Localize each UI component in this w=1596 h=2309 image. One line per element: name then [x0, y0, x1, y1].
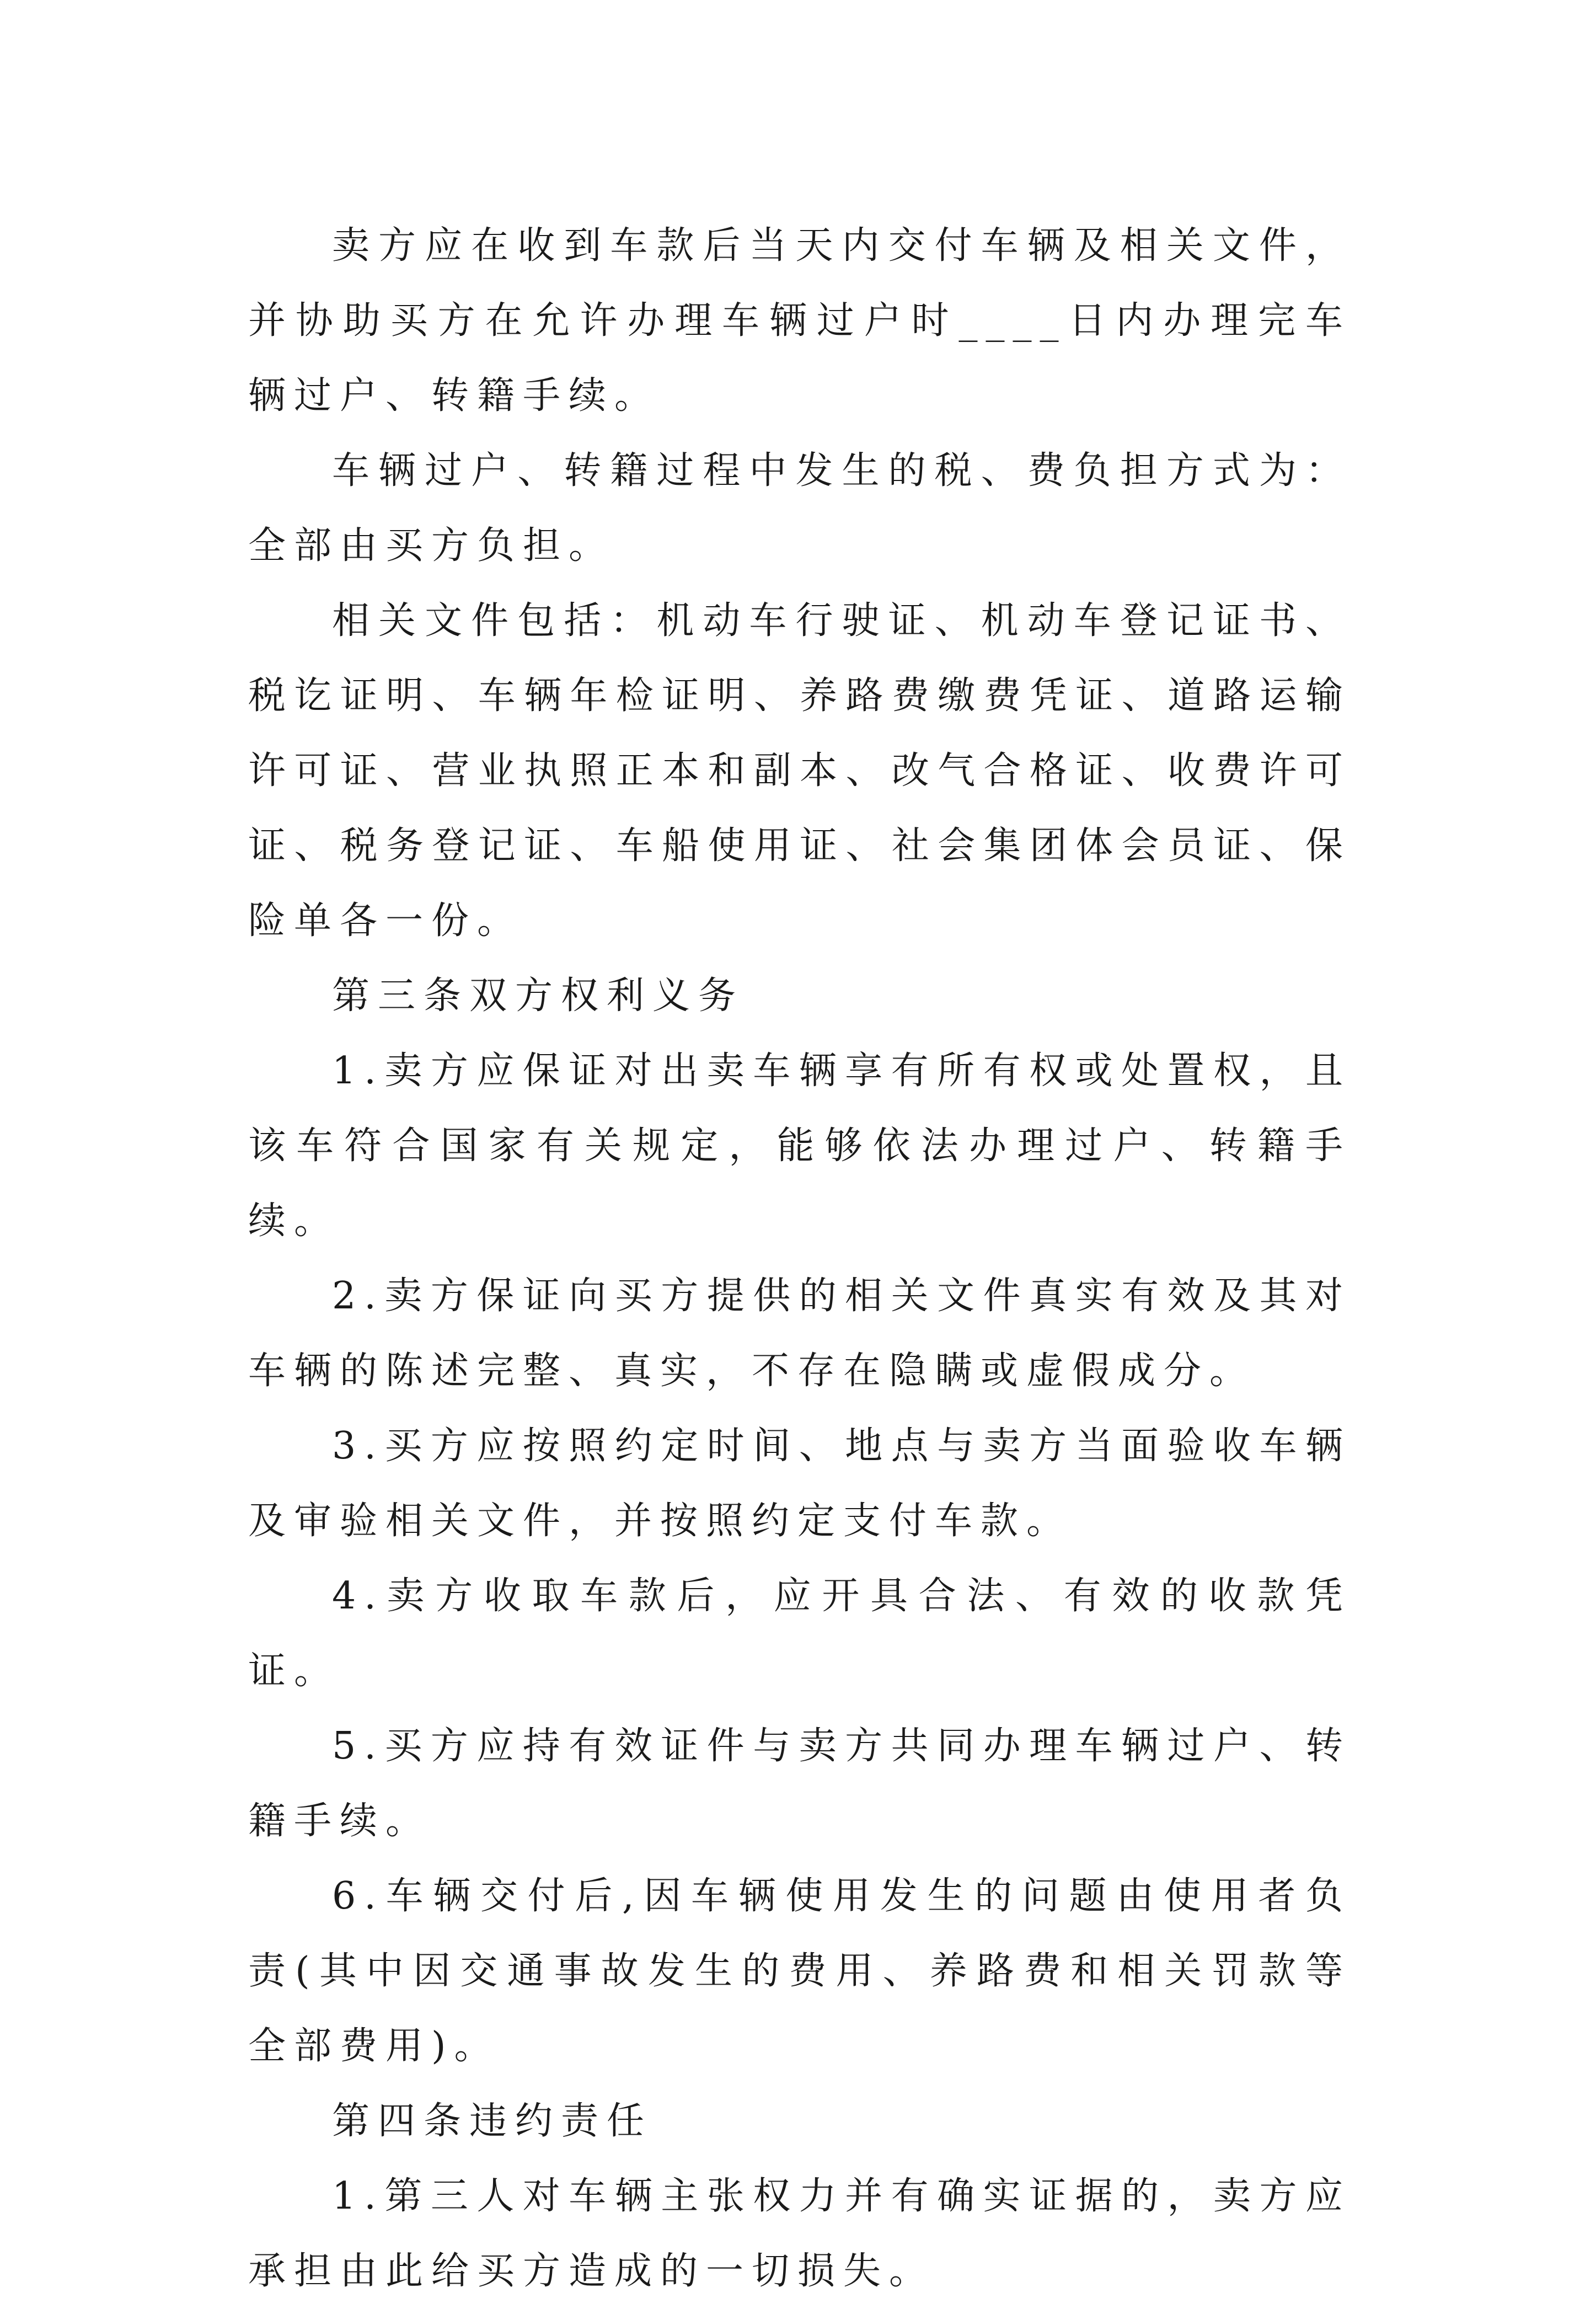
paragraph-delivery: 卖方应在收到车款后当天内交付车辆及相关文件，并协助买方在允许办理车辆过户时____日内办理完车辆过户、转籍手续。 [248, 224, 1351, 418]
liability-item-1: 1.第三人对车辆主张权力并有确实证据的，卖方应承担由此给买方造成的一切损失。 [248, 2174, 1351, 2293]
document-body [248, 209, 1351, 2309]
clause-item-4: 4.卖方收取车款后，应开具合法、有效的收款凭证。 [248, 1574, 1351, 1693]
clause-item-6: 6.车辆交付后,因车辆使用发生的问题由使用者负责(其中因交通事故发生的费用、养路费和相关罚款等全部费用)。 [248, 1874, 1351, 2068]
paragraph-related-documents: 相关文件包括：机动车行驶证、机动车登记证书、税讫证明、车辆年检证明、养路费缴费凭证、道路运输许可证、营业执照正本和副本、改气合格证、收费许可证、税务登记证、车船使用证、社会集团体会员证、保险单各一份。 [248, 599, 1351, 943]
clause-item-3: 3.买方应按照约定时间、地点与卖方当面验收车辆及审验相关文件，并按照约定支付车款。 [248, 1424, 1351, 1543]
section-heading-liability: 第四条违约责任 [332, 2099, 653, 2143]
clause-item-5: 5.买方应持有效证件与卖方共同办理车辆过户、转籍手续。 [248, 1724, 1351, 1843]
clause-item-1: 1.卖方应保证对出卖车辆享有所有权或处置权，且该车符合国家有关规定，能够依法办理过户、转籍手续。 [248, 1049, 1351, 1243]
clause-item-2: 2.卖方保证向买方提供的相关文件真实有效及其对车辆的陈述完整、真实，不存在隐瞒或虚假成分。 [248, 1274, 1351, 1393]
section-heading-rights-obligations: 第三条双方权利义务 [332, 974, 745, 1018]
paragraph-tax-burden: 车辆过户、转籍过程中发生的税、费负担方式为：全部由买方负担。 [248, 449, 1351, 568]
